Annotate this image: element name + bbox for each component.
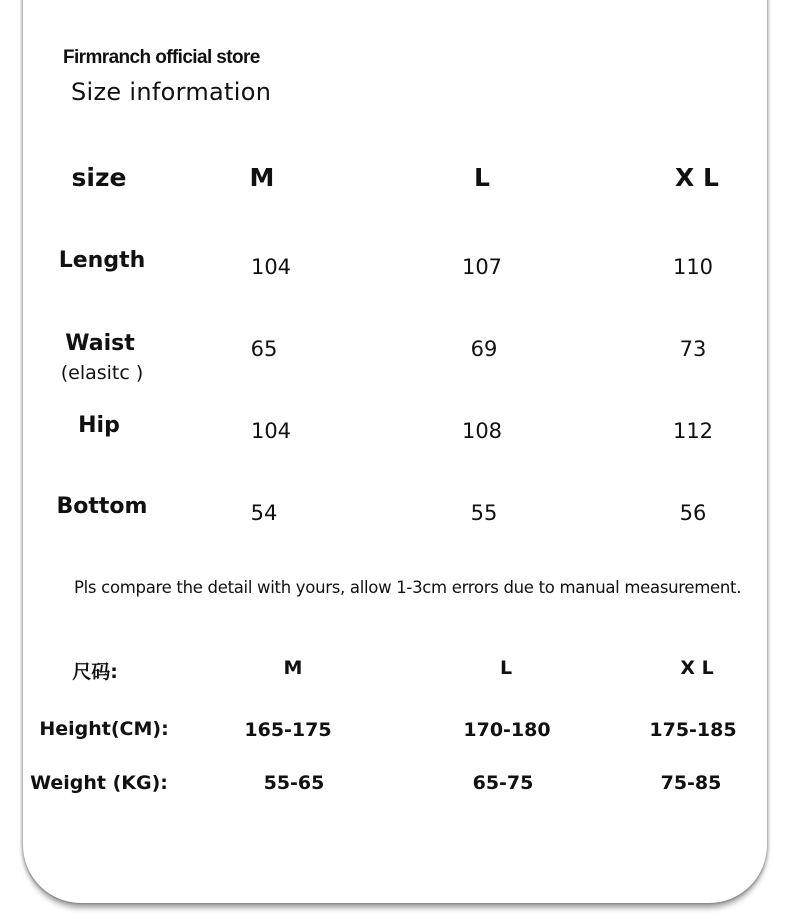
fit-header-xl: X L	[680, 657, 714, 679]
page-title: Size information	[71, 78, 272, 106]
row-label-bottom: Bottom	[56, 494, 148, 519]
size-header-l: L	[474, 163, 490, 192]
weight-xl: 75-85	[660, 772, 722, 794]
length-m: 104	[250, 255, 292, 279]
height-xl: 175-185	[649, 719, 737, 741]
height-m: 165-175	[244, 719, 332, 741]
length-l: 107	[461, 255, 503, 279]
fit-header-m: M	[283, 657, 303, 679]
fit-row-label-weight: Weight (KG):	[30, 772, 168, 794]
bottom-m: 54	[250, 501, 278, 525]
waist-xl: 73	[679, 337, 707, 361]
row-label-length: Length	[58, 248, 146, 273]
length-xl: 110	[672, 255, 714, 279]
size-column-header: size	[71, 163, 127, 192]
size-header-xl: X L	[675, 163, 719, 192]
bottom-xl: 56	[679, 501, 707, 525]
weight-m: 55-65	[263, 772, 325, 794]
fit-header-l: L	[499, 657, 513, 679]
size-header-m: M	[249, 163, 275, 192]
fit-size-label: 尺码:	[72, 661, 118, 683]
row-sublabel-waist: (elasitc )	[60, 362, 144, 384]
height-l: 170-180	[463, 719, 551, 741]
weight-l: 65-75	[472, 772, 534, 794]
bottom-l: 55	[470, 501, 498, 525]
fit-row-label-height: Height(CM):	[39, 718, 169, 740]
waist-l: 69	[470, 337, 498, 361]
hip-l: 108	[461, 419, 503, 443]
row-label-hip: Hip	[78, 413, 120, 438]
measurement-note: Pls compare the detail with yours, allow 1-3cm errors due to manual measurement.	[74, 578, 742, 597]
waist-m: 65	[250, 337, 278, 361]
size-chart-card	[23, 0, 767, 903]
hip-m: 104	[250, 419, 292, 443]
store-name: Firmranch official store	[63, 47, 260, 68]
row-label-waist: Waist	[65, 331, 135, 356]
hip-xl: 112	[672, 419, 714, 443]
